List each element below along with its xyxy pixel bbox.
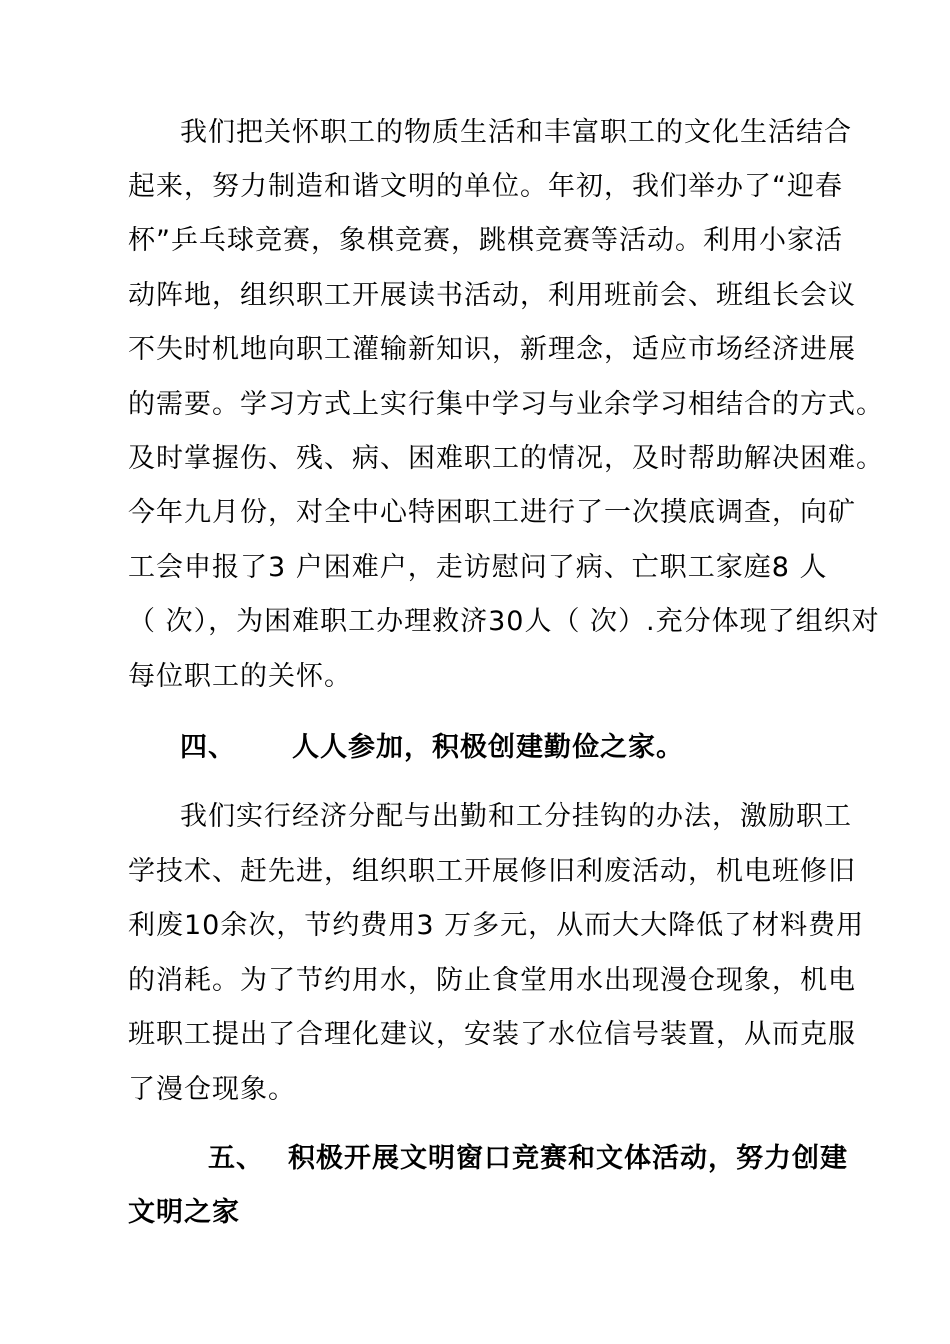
paragraph-line: 杯”乒乓球竞赛，象棋竞赛，跳棋竞赛等活动。利用小家活 xyxy=(128,225,843,256)
paragraph-line: 工会申报了3 户困难户，走访慰问了病、亡职工家庭8 人 xyxy=(128,552,828,583)
paragraph-line: 起来，努力制造和谐文明的单位。年初，我们举办了“迎春 xyxy=(128,171,843,202)
paragraph-line: 不失时机地向职工灌输新知识，新理念，适应市场经济进展 xyxy=(128,334,856,365)
paragraph-line: 班职工提出了合理化建议，安装了水位信号装置，从而克服 xyxy=(128,1019,856,1050)
section-heading-5-continuation: 文明之家 xyxy=(128,1197,240,1228)
heading-text: 人人参加，积极创建勤俭之家。 xyxy=(292,732,684,763)
paragraph-line: 我们实行经济分配与出勤和工分挂钩的办法，激励职工 xyxy=(180,801,852,832)
paragraph-line: 及时掌握伤、残、病、困难职工的情况，及时帮助解决困难。 xyxy=(128,443,884,474)
heading-text: 积极开展文明窗口竞赛和文体活动，努力创建 xyxy=(288,1143,848,1174)
heading-number: 五、 xyxy=(208,1143,264,1174)
paragraph-line: 每位职工的关怀。 xyxy=(128,661,352,692)
paragraph-line: 的消耗。为了节约用水，防止食堂用水出现漫仓现象，机电 xyxy=(128,965,856,996)
paragraph-line: 今年九月份，对全中心特困职工进行了一次摸底调查，向矿 xyxy=(128,497,856,528)
paragraph-line: （ 次），为困难职工办理救济30人（ 次）.充分体现了组织对 xyxy=(128,606,880,637)
paragraph-line: 动阵地，组织职工开展读书活动，利用班前会、班组长会议 xyxy=(128,280,856,311)
paragraph-line: 学技术、赶先进，组织职工开展修旧利废活动，机电班修旧 xyxy=(128,856,856,887)
section-heading-5 xyxy=(208,1142,848,1176)
section-heading-4 xyxy=(180,731,880,765)
paragraph-line: 我们把关怀职工的物质生活和丰富职工的文化生活结合 xyxy=(180,117,852,148)
paragraph-line: 的需要。学习方式上实行集中学习与业余学习相结合的方式。 xyxy=(128,389,884,420)
heading-number: 四、 xyxy=(180,732,236,763)
paragraph-line: 利废10余次，节约费用3 万多元，从而大大降低了材料费用 xyxy=(128,910,865,941)
paragraph-line: 了漫仓现象。 xyxy=(128,1074,296,1105)
